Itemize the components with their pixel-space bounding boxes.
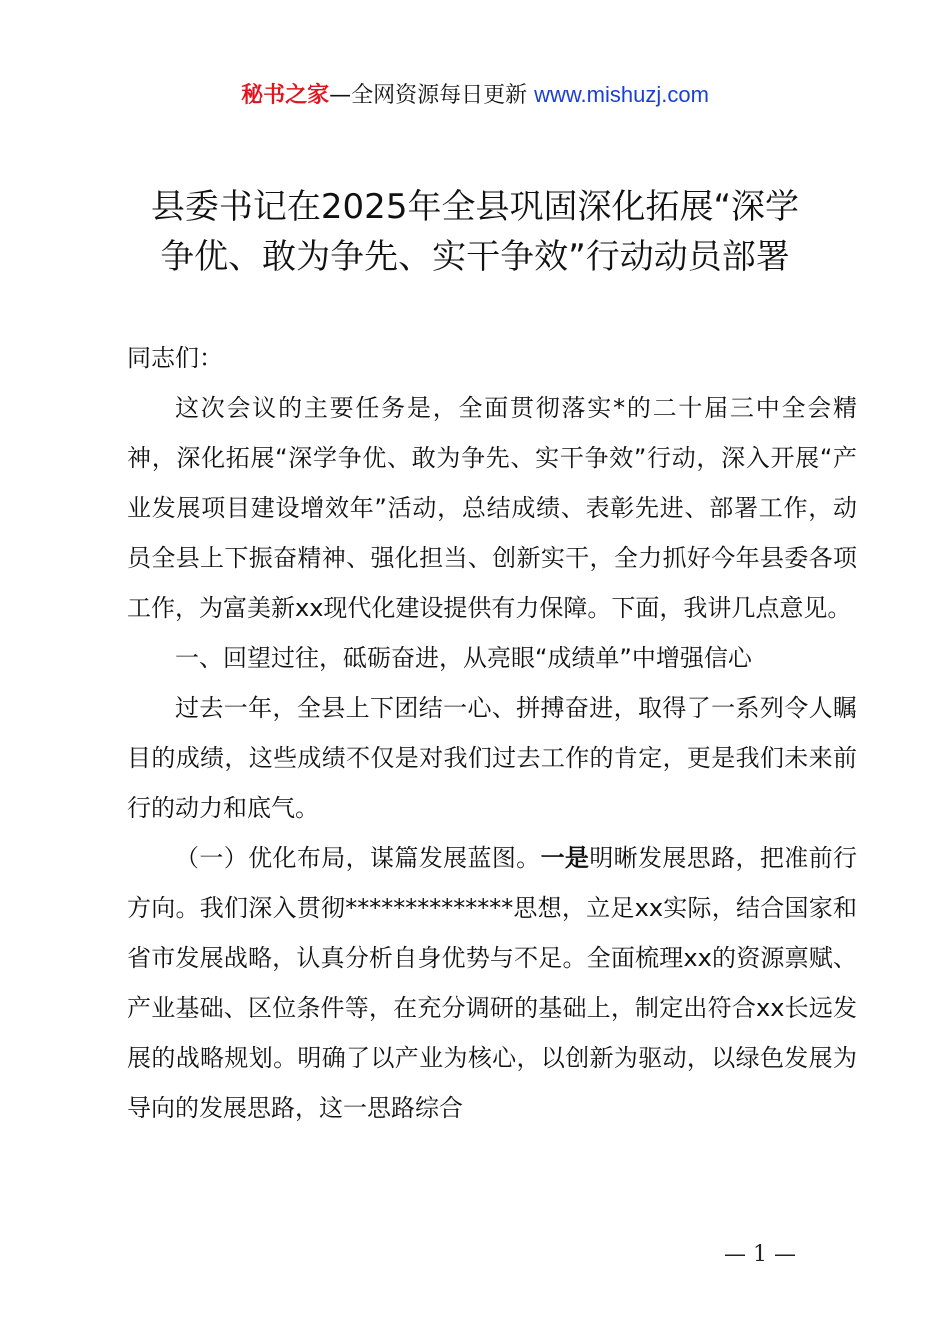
paragraph-intro: 这次会议的主要任务是，全面贯彻落实*的二十届三中全会精神，深化拓展“深学争优、敢为争先、实干争效”行动，深入开展“产业发展项目建设增效年”活动，总结成绩、表彰先进、部署工作，动员全县上下振奋精神、强化担当、创新实干，全力抓好今年县委各项工作，为富美新xx现代化建设提供有力保障。下面，我讲几点意见。 bbox=[127, 394, 857, 622]
subsection-heading: （一）优化布局，谋篇发展蓝图。 bbox=[175, 844, 541, 872]
paragraph-layout-text: 明晰发展思路，把准前行方向。我们深入贯彻**************思想，立足xx实际，结合国家和省市发展战略，认真分析自身优势与不足。全面梳理xx的资源禀赋、产业基础、区位条件等，在充分调研的基础上，制定出符合xx长远发展的战略规划。明确了以产业为核心，以创新为驱动，以绿色发展为导向的发展思路，这一思路综合 bbox=[127, 844, 858, 1122]
document-body bbox=[127, 333, 857, 1133]
banner-tagline: —全网资源每日更新 bbox=[329, 83, 535, 108]
first-point-label: 一是 bbox=[540, 844, 590, 872]
site-banner bbox=[0, 80, 950, 111]
paragraph-review: 过去一年，全县上下团结一心、拼搏奋进，取得了一系列令人瞩目的成绩，这些成绩不仅是对我们过去工作的肯定，更是我们未来前行的动力和底气。 bbox=[127, 694, 857, 822]
paragraph-layout bbox=[127, 833, 857, 1133]
site-url-link[interactable]: www.mishuzj.com bbox=[534, 82, 709, 107]
section-heading-1: 一、回望过往，砥砺奋进，从亮眼“成绩单”中增强信心 bbox=[175, 644, 752, 672]
page-number: — 1 — bbox=[724, 1242, 796, 1267]
title-line-1: 县委书记在2025年全县巩固深化拓展“深学 bbox=[150, 187, 800, 227]
document-title bbox=[100, 182, 850, 282]
salutation: 同志们： bbox=[127, 344, 223, 372]
title-line-2: 争优、敢为争先、实干争效”行动动员部署 bbox=[160, 237, 790, 277]
brand-name: 秘书之家 bbox=[241, 83, 330, 108]
